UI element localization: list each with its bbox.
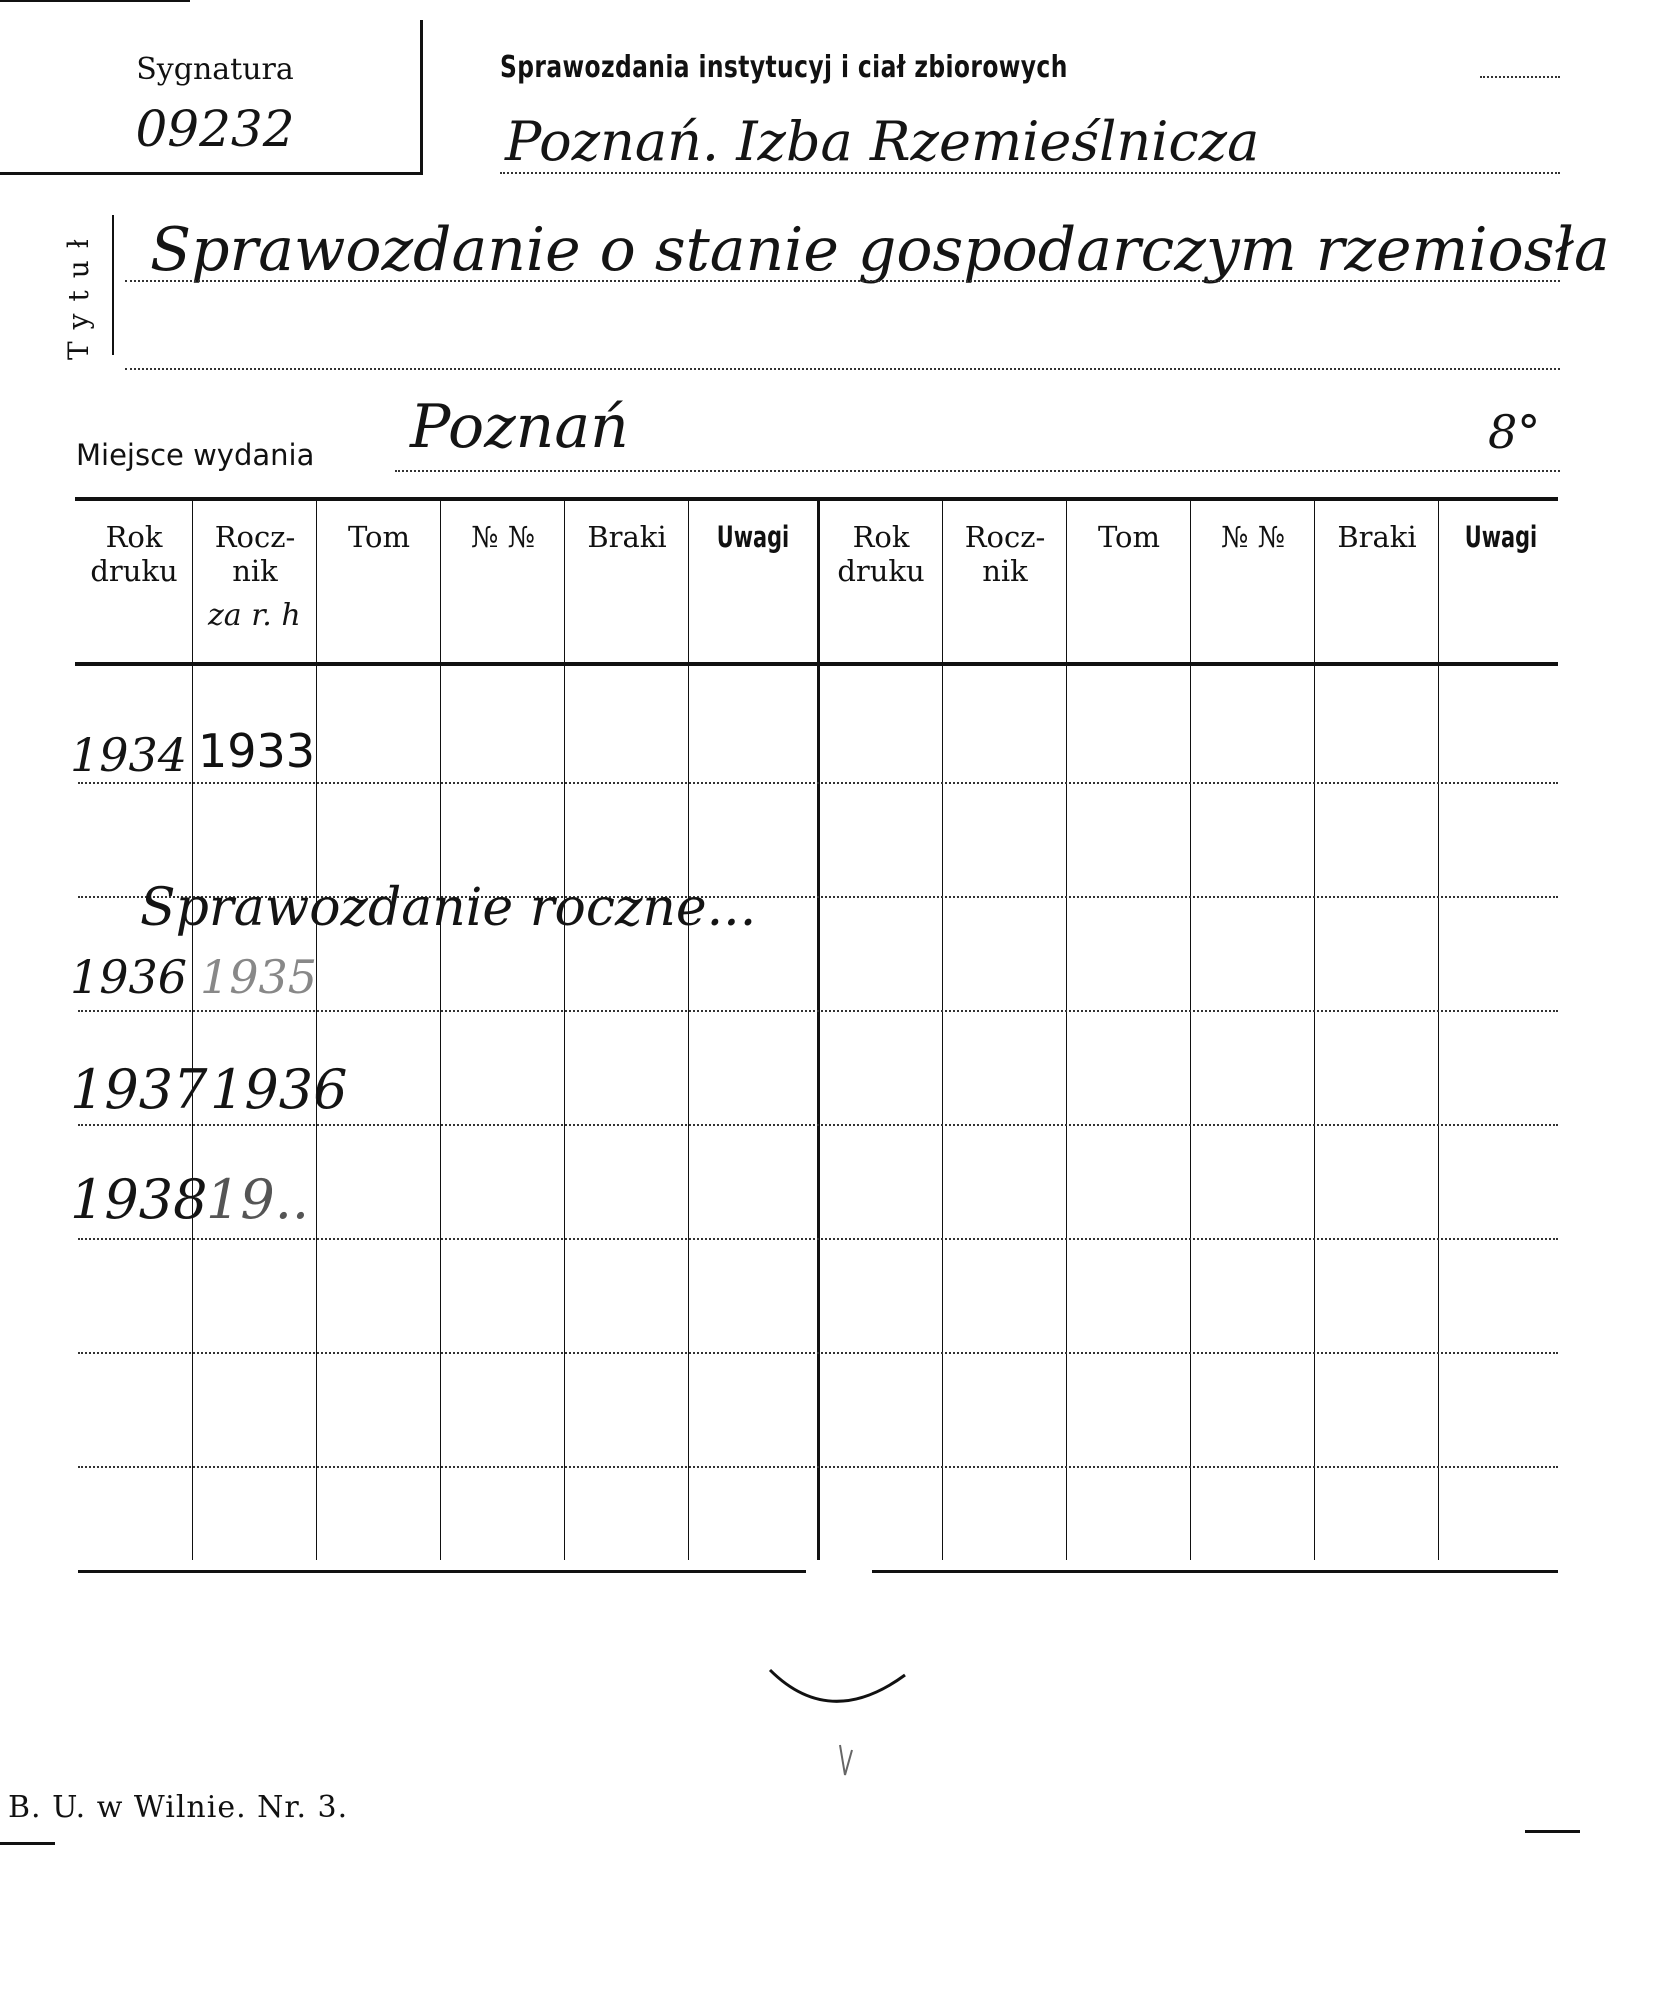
col-divider <box>316 500 317 1560</box>
pencil-mark <box>760 1650 920 1790</box>
table-bottom-rule-left <box>78 1570 806 1573</box>
place-dotted-line <box>395 470 1560 472</box>
format-value: 8° <box>1488 405 1541 459</box>
subject-dotted-line <box>500 172 1560 174</box>
header-numery: № № <box>470 520 536 554</box>
row-dotted-line <box>78 1238 1558 1240</box>
row-2-rocznik: 1935 <box>200 950 318 1004</box>
header-rok-druku: Rok druku <box>90 520 178 588</box>
heading-dotted-line <box>1480 76 1560 78</box>
signature-value: 09232 <box>135 100 295 158</box>
row-1-rok-druku: 1934 <box>70 728 188 782</box>
row-2-rok-druku: 1936 <box>70 950 188 1004</box>
title-line-1: Sprawozdanie o stanie gospodarczym rzemiosła <box>150 215 1610 285</box>
header-tom: Tom <box>347 520 411 554</box>
row-4-rocznik: 19.. <box>206 1168 310 1231</box>
signature-label: Sygnatura <box>136 52 294 87</box>
header-tom-2: Tom <box>1097 520 1161 554</box>
table-bottom-rule-right <box>872 1570 1558 1573</box>
row-1-rocznik: 1933 <box>198 724 316 778</box>
row-3-rocznik: 1936 <box>210 1058 348 1121</box>
col-divider <box>192 500 193 1560</box>
footer-mark-right <box>1525 1830 1580 1833</box>
header-annotation: za r. h <box>208 598 301 633</box>
title-dotted-line-2 <box>125 368 1560 370</box>
signature-box-top-mark <box>0 0 190 2</box>
subject-value: Poznań. Izba Rzemieślnicza <box>505 110 1260 173</box>
row-4-rok-druku: 1938 <box>70 1168 208 1231</box>
header-numery-2: № № <box>1220 520 1286 554</box>
col-divider <box>1438 500 1439 1560</box>
col-divider <box>564 500 565 1560</box>
col-divider <box>1314 500 1315 1560</box>
row-dotted-line <box>78 1010 1558 1012</box>
header-braki: Braki <box>587 520 667 554</box>
annual-report-note: Sprawozdanie roczne... <box>140 878 757 938</box>
header-rocznik: Rocz- nik <box>214 520 296 588</box>
footer-imprint: B. U. w Wilnie. Nr. 3. <box>8 1790 349 1825</box>
category-heading: Sprawozdania instytucyj i ciał zbiorowych <box>500 50 1068 85</box>
col-divider <box>688 500 689 1560</box>
row-dotted-line <box>78 782 1558 784</box>
place-label: Miejsce wydania <box>76 438 315 472</box>
title-bracket <box>112 215 114 355</box>
col-divider <box>1190 500 1191 1560</box>
header-uwagi-2: Uwagi <box>1464 520 1538 554</box>
header-braki-2: Braki <box>1337 520 1417 554</box>
title-dotted-line-1 <box>125 280 1560 282</box>
col-divider <box>942 500 943 1560</box>
header-rok-druku-2: Rok druku <box>837 520 925 588</box>
footer-mark-left <box>0 1842 55 1845</box>
table-center-divider <box>817 497 820 1560</box>
row-dotted-line <box>78 1352 1558 1354</box>
title-label: Tytuł <box>62 227 95 360</box>
col-divider <box>1066 500 1067 1560</box>
row-3-rok-druku: 1937 <box>70 1058 208 1121</box>
signature-box-bottom-border <box>0 172 423 175</box>
row-dotted-line <box>78 1124 1558 1126</box>
col-divider <box>440 500 441 1560</box>
signature-box-right-border <box>420 20 423 175</box>
header-rocznik-2: Rocz- nik <box>964 520 1046 588</box>
header-uwagi: Uwagi <box>716 520 790 554</box>
place-value: Poznań <box>410 392 629 462</box>
row-dotted-line <box>78 1466 1558 1468</box>
